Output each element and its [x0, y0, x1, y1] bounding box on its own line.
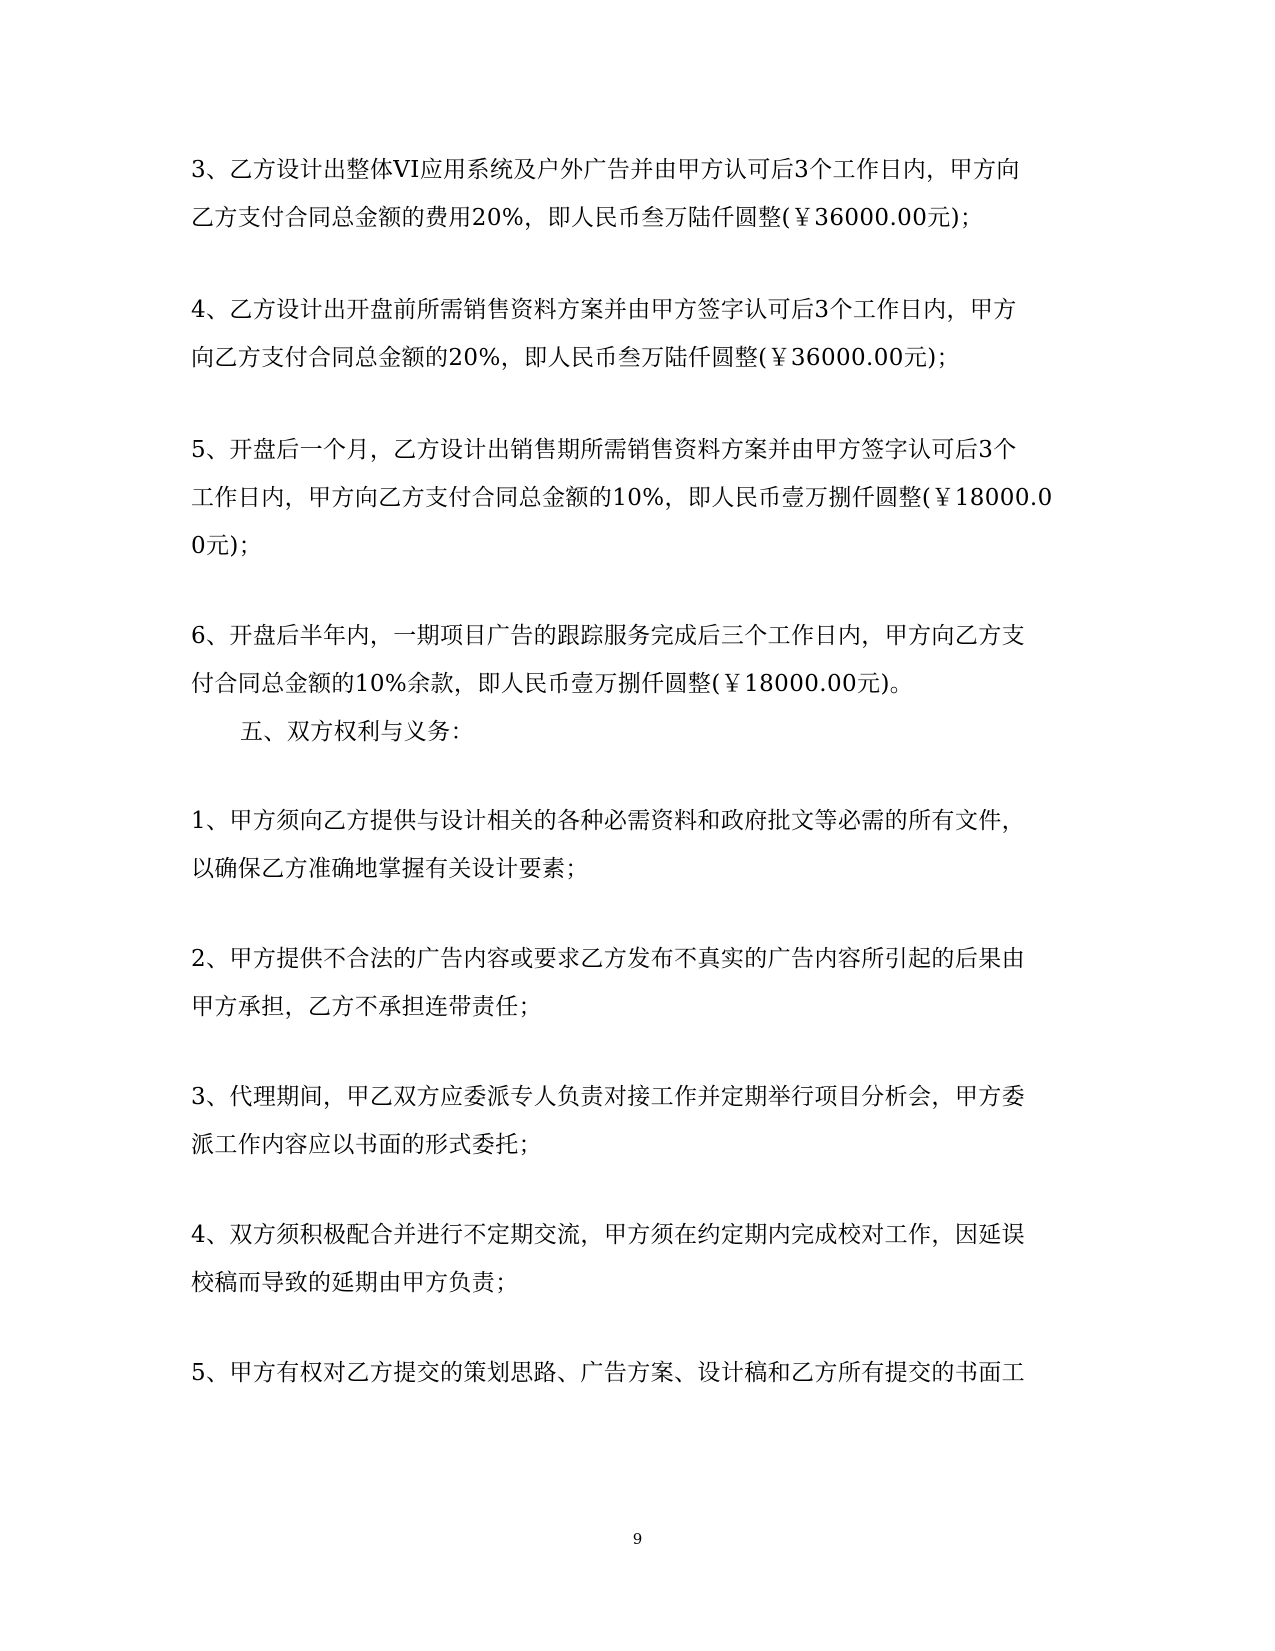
- text-line: 3、乙方设计出整体VI应用系统及户外广告并由甲方认可后3个工作日内，甲方向: [191, 157, 1020, 183]
- page-number: 9: [632, 1530, 643, 1548]
- text-line: 4、双方须积极配合并进行不定期交流，甲方须在约定期内完成校对工作，因延误: [191, 1222, 1026, 1248]
- text-line: 4、乙方设计出开盘前所需销售资料方案并由甲方签字认可后3个工作日内，甲方: [191, 297, 1017, 323]
- text-line: 向乙方支付合同总金额的20%，即人民币叁万陆仟圆整(￥36000.00元)；: [191, 345, 961, 371]
- text-line: 工作日内，甲方向乙方支付合同总金额的10%，即人民币壹万捌仟圆整(￥18000.0: [191, 485, 1053, 511]
- text-line: 0元)；: [191, 533, 263, 559]
- text-line: 付合同总金额的10%余款，即人民币壹万捌仟圆整(￥18000.00元)。: [191, 671, 914, 697]
- text-line: 以确保乙方准确地掌握有关设计要素；: [191, 856, 589, 882]
- text-line: 派工作内容应以书面的形式委托；: [191, 1132, 542, 1158]
- text-line: 1、甲方须向乙方提供与设计相关的各种必需资料和政府批文等必需的所有文件，: [191, 808, 1026, 834]
- text-line: 甲方承担，乙方不承担连带责任；: [191, 994, 542, 1020]
- text-line: 5、甲方有权对乙方提交的策划思路、广告方案、设计稿和乙方所有提交的书面工: [191, 1360, 1026, 1386]
- text-line: 3、代理期间，甲乙双方应委派专人负责对接工作并定期举行项目分析会，甲方委: [191, 1084, 1026, 1110]
- text-line: 6、开盘后半年内，一期项目广告的跟踪服务完成后三个工作日内，甲方向乙方支: [191, 623, 1026, 649]
- section-heading: 五、双方权利与义务：: [240, 719, 474, 745]
- text-line: 5、开盘后一个月，乙方设计出销售期所需销售资料方案并由甲方签字认可后3个: [191, 437, 1017, 463]
- text-line: 乙方支付合同总金额的费用20%，即人民币叁万陆仟圆整(￥36000.00元)；: [191, 205, 984, 231]
- text-line: 校稿而导致的延期由甲方负责；: [191, 1270, 519, 1296]
- text-line: 2、甲方提供不合法的广告内容或要求乙方发布不真实的广告内容所引起的后果由: [191, 946, 1026, 972]
